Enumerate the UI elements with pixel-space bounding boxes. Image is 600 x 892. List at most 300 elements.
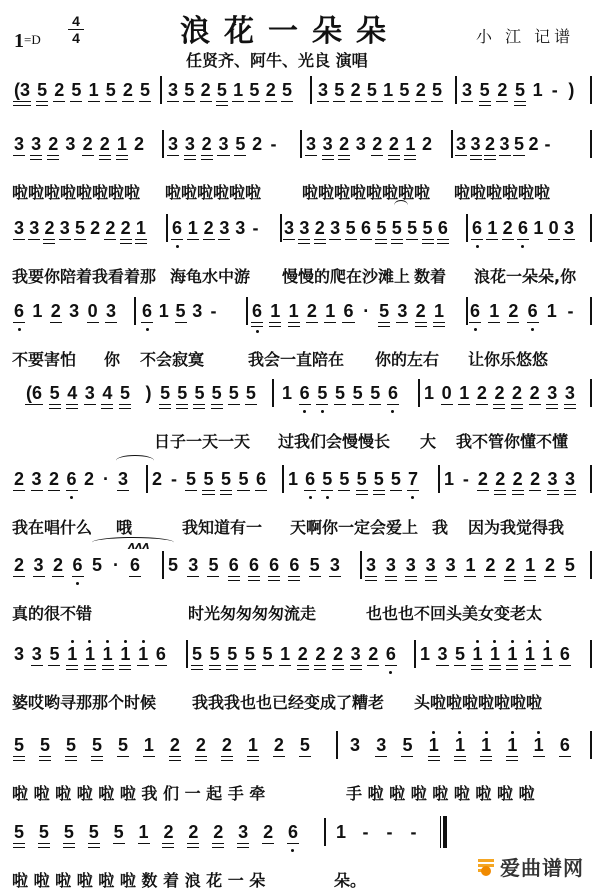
measure [472, 218, 574, 248]
note: 1 [138, 644, 148, 664]
notes-row [0, 218, 600, 248]
note: 1 [459, 383, 470, 403]
note: 5 [317, 383, 327, 403]
note: 2 [315, 644, 325, 664]
note: 3 [31, 644, 42, 664]
note: 2 [476, 383, 487, 403]
notes-row [0, 80, 600, 110]
note: 3 [14, 644, 25, 664]
note: 2 [222, 735, 232, 755]
barline [590, 465, 592, 493]
lyric-phrase: 也也也不回头美女变老太 [366, 604, 543, 623]
note: 2 [513, 469, 523, 489]
notes-row [0, 301, 600, 331]
note: 5 [192, 644, 202, 664]
note: 1 [289, 301, 299, 321]
note: 5 [194, 383, 204, 403]
lyric-phrase: 啦啦啦啦啦啦啦啦 [302, 183, 431, 202]
note: 3 [565, 383, 575, 403]
lyrics-row [0, 781, 600, 805]
note: 5 [366, 80, 377, 100]
barline [590, 130, 592, 158]
note: 1 [525, 555, 535, 575]
note: 2 [368, 644, 379, 664]
note: 2 [200, 80, 211, 100]
note: 1 [489, 301, 500, 321]
note: 3 [499, 134, 510, 154]
measure [142, 301, 218, 331]
note: 1 [248, 735, 258, 755]
note: 5 [309, 555, 320, 575]
note: 5 [139, 80, 150, 100]
note: 6 [14, 301, 24, 321]
note: 2 [44, 218, 54, 238]
note: 2 [350, 80, 361, 100]
lyrics-row [0, 601, 600, 625]
note: 5 [392, 218, 402, 238]
note: 2 [505, 555, 515, 575]
dash-extension: - [551, 80, 558, 100]
note: 6 [518, 218, 528, 238]
note: 3 [117, 469, 128, 489]
note: 3 [306, 134, 317, 154]
note: 1 [507, 644, 517, 664]
measure [192, 644, 396, 674]
note: 1 [187, 218, 198, 238]
note: 3 [168, 80, 179, 100]
note: 0 [441, 383, 452, 403]
lyric-phrase: 我在唱什么 [12, 518, 93, 537]
notes-row [0, 134, 600, 164]
measure [470, 301, 575, 331]
note: 6 [300, 383, 310, 403]
barline [590, 76, 592, 104]
note: 1 [481, 735, 491, 755]
note: 2 [170, 735, 180, 755]
barline [590, 731, 592, 759]
note: 5 [14, 822, 24, 842]
lyrics-row [0, 690, 600, 714]
lyric-phrase: 啦 啦 啦 啦 啦 啦 我 们 一 起 手 牵 [12, 784, 266, 803]
measure [168, 555, 340, 585]
note: 5 [407, 218, 418, 238]
note: 0 [87, 301, 98, 321]
note: 6 [289, 555, 299, 575]
barline [414, 640, 416, 668]
dash-extension: - [410, 822, 417, 842]
note: 3 [445, 555, 456, 575]
measure [288, 469, 418, 499]
note: 1 [533, 218, 544, 238]
notes-row [0, 644, 600, 674]
note: 1 [444, 469, 455, 489]
note: 1 [525, 644, 535, 664]
measure [444, 469, 575, 499]
barline [438, 465, 440, 493]
note: 2 [53, 555, 64, 575]
note: 5 [402, 735, 413, 755]
barline [590, 379, 592, 407]
transcriber-credit: 小 江 记谱 [476, 27, 575, 46]
singers-credit: 任贤齐、阿牛、光良 演唱 [186, 51, 368, 70]
note: 5 [50, 383, 60, 403]
note: 4 [102, 383, 112, 403]
note: 6 [129, 555, 140, 575]
note: ) [145, 383, 152, 403]
note: 3 [219, 218, 230, 238]
note: 5 [185, 469, 196, 489]
note: 2 [202, 134, 212, 154]
note: 5 [379, 301, 389, 321]
slur-arc [394, 200, 408, 211]
note: 2 [339, 134, 349, 154]
barline [160, 76, 162, 104]
note: 4 [67, 383, 77, 403]
note: 5 [221, 469, 231, 489]
note: 2 [477, 469, 488, 489]
note: 1 [507, 735, 517, 755]
note: 5 [184, 80, 195, 100]
note: 2 [213, 822, 223, 842]
note: 2 [100, 134, 110, 154]
note: 5 [212, 383, 222, 403]
note: 5 [49, 644, 60, 664]
note: 6 [360, 218, 371, 238]
note: 3 [386, 555, 396, 575]
barline [162, 551, 164, 579]
note: 3 [329, 555, 340, 575]
note: 6 [470, 301, 480, 321]
note: 5 [64, 822, 74, 842]
note: 2 [196, 735, 206, 755]
note: 1 [85, 644, 95, 664]
note: 3 [351, 644, 361, 664]
barline [590, 640, 592, 668]
note: 2 [121, 218, 131, 238]
note: 3 [355, 134, 366, 154]
lyric-phrase: 数着 [414, 267, 447, 286]
note: 2 [122, 80, 133, 100]
note: 6 [386, 644, 396, 664]
measure [14, 469, 128, 499]
barline [272, 379, 274, 407]
measure [252, 301, 444, 331]
measure [172, 218, 260, 248]
note: 3 [69, 301, 80, 321]
dash-extension: - [386, 822, 393, 842]
lyric-phrase: 日子一天一天 [154, 432, 251, 451]
note: 5 [227, 644, 237, 664]
note: 6 [288, 822, 298, 842]
note: 5 [262, 644, 273, 664]
note: 5 [177, 383, 187, 403]
watermark-logo [478, 852, 584, 881]
measure [282, 383, 398, 413]
measure [424, 383, 575, 413]
note: 1 [424, 383, 435, 403]
note: 1 [490, 644, 500, 664]
barline [280, 214, 282, 242]
note: 2 [49, 469, 60, 489]
note: 6 [305, 469, 315, 489]
watermark-text: 爱曲谱网 [500, 856, 584, 880]
measure [14, 134, 144, 164]
lyric-phrase: 让你乐悠悠 [468, 350, 549, 369]
note: 1 [420, 644, 431, 664]
key-tonic: 1 [14, 30, 24, 52]
note: 2 [528, 134, 539, 154]
measure [366, 555, 575, 585]
lyric-phrase: 婆哎哟寻那那个时候 [12, 693, 157, 712]
note: 3 [59, 218, 70, 238]
note: 6 [528, 301, 538, 321]
note: 6 [73, 555, 83, 575]
note: 5 [160, 383, 170, 403]
note: 3 [14, 134, 25, 154]
note: 5 [249, 80, 260, 100]
note: 5 [14, 735, 24, 755]
lyric-phrase: 我要你陪着我看着那 [12, 267, 157, 286]
barline [590, 297, 592, 325]
note: 2 [315, 218, 325, 238]
lyric-phrase: 慢慢的爬在沙滩上 [282, 267, 411, 286]
note: 1 [405, 134, 415, 154]
lyric-phrase: 哦 [116, 518, 133, 537]
note: 1 [434, 301, 444, 321]
note: 2 [389, 134, 399, 154]
note: 1 [383, 80, 394, 100]
note: 2 [82, 134, 93, 154]
lyrics-row [0, 347, 600, 371]
note: 6 [142, 301, 152, 321]
note: 5 [454, 644, 465, 664]
note: 1 [120, 644, 130, 664]
music-note-icon [478, 857, 496, 877]
note: ) [568, 80, 575, 100]
note: 5 [334, 383, 345, 403]
note: 5 [217, 80, 227, 100]
note: 6 [249, 555, 259, 575]
note: 5 [175, 301, 186, 321]
note: (3 [14, 80, 30, 100]
note: 5 [92, 555, 103, 575]
note: 3 [350, 735, 361, 755]
note: 1 [143, 735, 154, 755]
note: 5 [245, 383, 256, 403]
lyric-phrase: 海龟水中游 [170, 267, 251, 286]
note: 5 [357, 469, 367, 489]
note: 5 [228, 383, 239, 403]
note: 3 [323, 134, 333, 154]
lyric-phrase: 我会一直陪在 [248, 350, 345, 369]
measure [14, 218, 146, 248]
lyric-phrase: 浪花一朵朵,你 [474, 267, 577, 286]
note: 3 [31, 469, 42, 489]
note: 2 [133, 134, 144, 154]
measure [462, 80, 576, 110]
note: 5 [71, 80, 82, 100]
dash-extension: - [252, 218, 259, 238]
measure [350, 735, 570, 765]
note: 2 [485, 134, 495, 154]
note: 3 [366, 555, 376, 575]
note: 3 [426, 555, 436, 575]
note: 2 [163, 822, 173, 842]
final-barline [440, 816, 447, 848]
note: 2 [84, 469, 95, 489]
note: 3 [29, 218, 40, 238]
notes-row [0, 539, 600, 585]
note: 5 [352, 383, 363, 403]
note: 3 [376, 735, 387, 755]
note: 1 [455, 735, 465, 755]
note: 5 [92, 735, 102, 755]
note: 2 [529, 383, 540, 403]
note: 3 [462, 80, 473, 100]
measure [456, 134, 552, 164]
note: 5 [514, 134, 525, 154]
note: 2 [545, 555, 556, 575]
measure [14, 822, 298, 852]
key-equals: =D [24, 32, 41, 47]
lyric-phrase: 啦 啦 啦 啦 啦 啦 数 着 浪 花 一 朵 [12, 871, 266, 890]
note: 6 [472, 218, 482, 238]
measure [14, 644, 166, 674]
barline [360, 551, 362, 579]
note: 1 [138, 822, 149, 842]
lyric-phrase: 我我我也也已经变成了糟老 [192, 693, 385, 712]
measure [168, 80, 292, 110]
barline [246, 297, 248, 325]
note: 3 [105, 301, 116, 321]
note: 6 [155, 644, 166, 664]
note: 3 [330, 218, 341, 238]
note: 5 [299, 735, 310, 755]
note: 2 [188, 822, 198, 842]
mordent-icon: ʌʌʌ [128, 539, 150, 552]
note: 5 [208, 555, 219, 575]
note: 1 [546, 301, 557, 321]
note: 3 [168, 134, 179, 154]
lyric-phrase: 头啦啦啦啦啦啦啦 [414, 693, 543, 712]
note: 5 [89, 822, 99, 842]
note: 1 [270, 301, 280, 321]
note: 1 [67, 644, 77, 664]
note: 3 [318, 80, 329, 100]
note: 3 [456, 134, 467, 154]
note: 1 [88, 80, 99, 100]
dash-extension: - [362, 822, 369, 842]
lyric-phrase: 手 啦 啦 啦 啦 啦 啦 啦 啦 [346, 784, 535, 803]
song-title: 浪花一朵朵 [180, 14, 400, 49]
note: 3 [406, 555, 416, 575]
lyric-phrase: 啦啦啦啦啦啦 [454, 183, 551, 202]
note: 1 [280, 644, 291, 664]
note: 6 [269, 555, 279, 575]
note: 2 [14, 555, 25, 575]
note: 1 [429, 735, 439, 755]
note: 5 [423, 218, 433, 238]
barline [134, 297, 136, 325]
note: 3 [185, 134, 195, 154]
note: 5 [203, 469, 213, 489]
note: 5 [66, 735, 76, 755]
barline [590, 214, 592, 242]
barline [186, 640, 188, 668]
note: 3 [437, 644, 448, 664]
note: 2 [416, 301, 426, 321]
note: 1 [282, 383, 293, 403]
meter-top: 4 [72, 13, 80, 29]
note: 2 [372, 134, 383, 154]
measure [144, 383, 256, 413]
note: 3 [565, 469, 575, 489]
lyric-phrase: 朵。 [334, 871, 367, 890]
note: · [113, 555, 119, 575]
note: 2 [512, 383, 522, 403]
measure [420, 644, 570, 674]
lyrics-row [0, 264, 600, 288]
note: 3 [192, 301, 203, 321]
barline [300, 130, 302, 158]
measure [14, 301, 116, 331]
note: · [363, 301, 370, 321]
lyric-phrase: 你 [104, 350, 121, 369]
slur-arc [116, 455, 154, 466]
note: 2 [497, 80, 508, 100]
note: 2 [508, 301, 519, 321]
note: 5 [168, 555, 179, 575]
meter-bottom: 4 [72, 30, 80, 46]
note: 6 [67, 469, 77, 489]
note: 2 [495, 469, 505, 489]
dash-extension: - [544, 134, 551, 154]
note: 2 [306, 301, 317, 321]
dash-extension: - [210, 301, 217, 321]
note: 3 [188, 555, 199, 575]
notes-row [0, 735, 600, 765]
note: 5 [210, 644, 220, 664]
note: 3 [218, 134, 229, 154]
dash-extension: - [171, 469, 177, 489]
measure [14, 735, 310, 765]
note: 5 [334, 80, 345, 100]
note: 3 [14, 218, 25, 238]
note: 5 [399, 80, 410, 100]
note: 1 [288, 469, 299, 489]
note: 2 [502, 218, 513, 238]
measure [336, 822, 418, 852]
barline [451, 130, 453, 158]
lyric-phrase: 时光匆匆匆匆流走 [188, 604, 317, 623]
note: 2 [485, 555, 496, 575]
barline [418, 379, 420, 407]
lyrics-row [0, 180, 600, 204]
barline [282, 465, 284, 493]
note: 2 [333, 644, 343, 664]
note: 5 [515, 80, 525, 100]
note: 5 [431, 80, 442, 100]
note: 2 [50, 301, 61, 321]
note: 5 [39, 822, 49, 842]
note: 1 [103, 644, 113, 664]
note: 1 [336, 822, 347, 842]
note: 1 [233, 80, 244, 100]
note: 2 [14, 469, 25, 489]
note: 3 [547, 383, 557, 403]
note: 7 [408, 469, 418, 489]
note: 6 [172, 218, 182, 238]
